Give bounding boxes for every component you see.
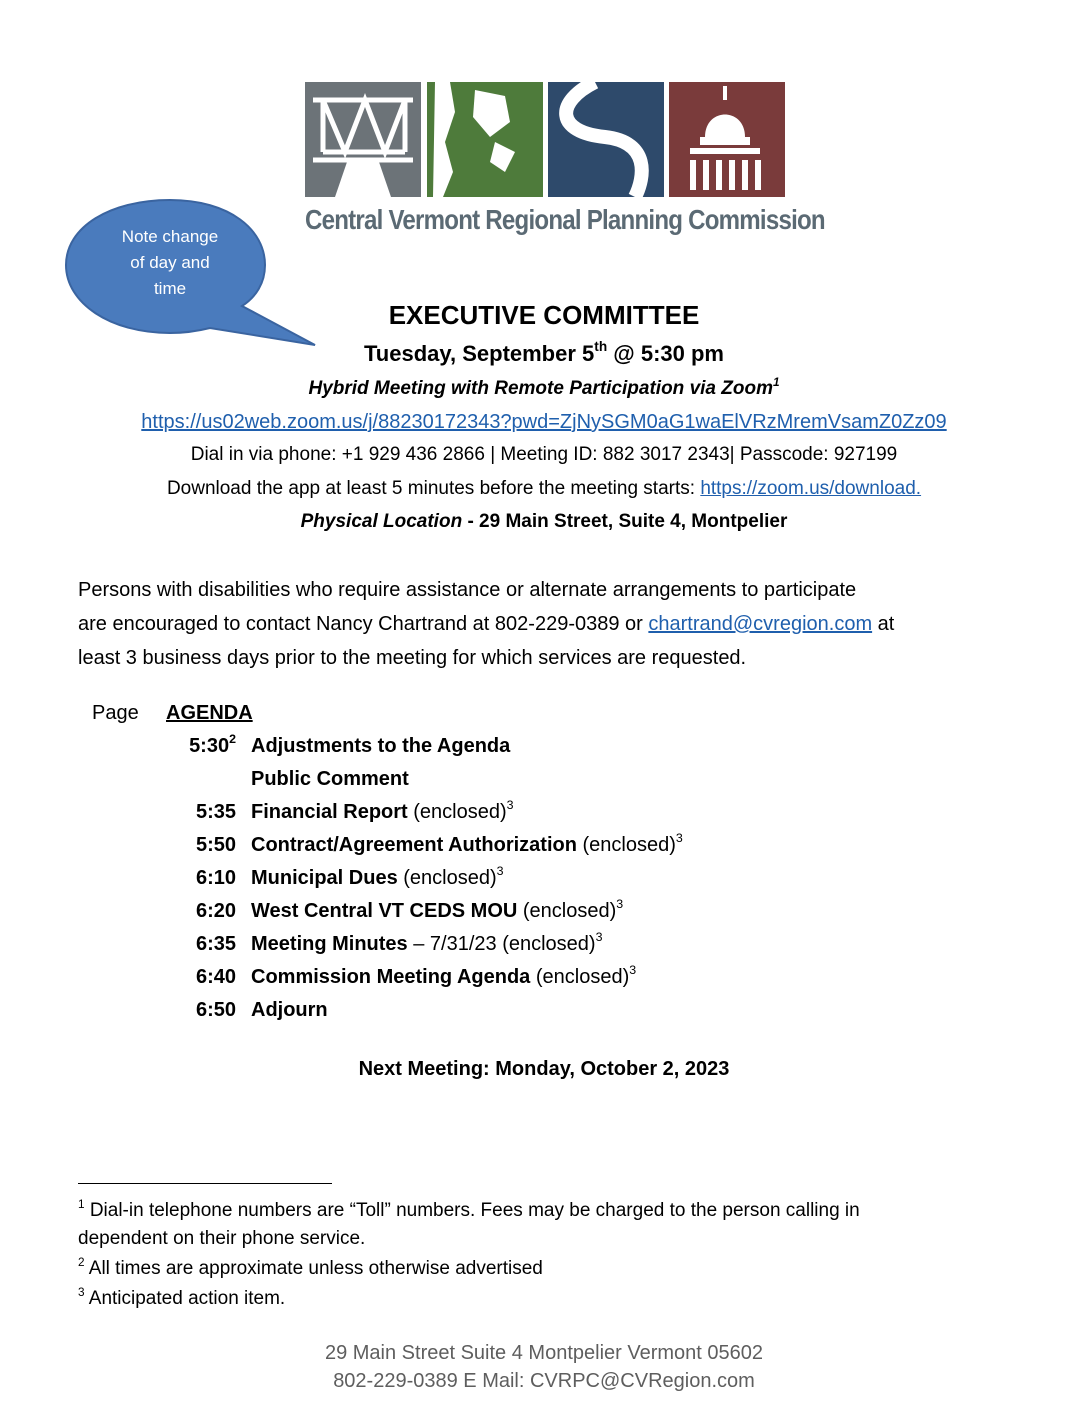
footnote-3: $^3$ Anticipated action item. [78,1285,286,1309]
agenda-item: Public Comment [251,768,409,790]
footnote-divider [78,1183,332,1184]
footnote-1: $^1$ Dial-in telephone numbers are “Toll” numbers. Fees may be charged to the person calling in dependent on their phone service. [78,1197,860,1249]
hybrid-note: Hybrid Meeting with Remote Participation via Zoom$^1$ [308,375,780,399]
agenda-time: $5:30^2$ [189,732,236,757]
notice-line: least 3 business days prior to the meeting for which services are requested. [78,647,747,669]
disability-notice [78,573,1028,675]
callout-line: of day and [130,253,210,272]
agenda-item: Contract/Agreement Authorization (enclosed)$^3$ [251,831,683,856]
meeting-date: Tuesday, September 5th @ 5:30 pm [364,339,724,366]
next-meeting: Next Meeting: Monday, October 2, 2023 [358,1058,730,1080]
footer-contact: 802-229-0389 E Mail: CVRPC@CVRegion.com [333,1370,755,1392]
agenda-time: 6:40 [195,966,236,988]
footnote-2: $^2$ All times are approximate unless otherwise advertised [78,1255,543,1279]
callout-line: time [153,279,187,298]
page-label: Page [92,702,139,724]
email-link[interactable]: chartrand@cvregion.com [648,613,873,635]
zoom-link[interactable]: https://us02web.zoom.us/j/88230172343?pwd=ZjNySGM0aG1waElVRzMremVsamZ0Zz09 [141,411,947,433]
download-link[interactable]: https://zoom.us/download. [700,478,922,499]
physical-location: Physical Location - 29 Main Street, Suite 4, Montpelier [300,511,788,532]
meeting-title: EXECUTIVE COMMITTEE [388,300,700,330]
agenda-item: Adjustments to the Agenda [251,735,511,757]
agenda-item: Adjourn [251,999,328,1021]
footer-address: 29 Main Street Suite 4 Montpelier Vermont 05602 [324,1342,764,1364]
callout-line: Note change [121,227,219,246]
agenda-item: Financial Report (enclosed)$^3$ [251,798,514,823]
agenda-item: Meeting Minutes – 7/31/23 (enclosed)$^3$ [251,930,603,955]
notice-line: Persons with disabilities who require assistance or alternate arrangements to participate [78,579,857,601]
agenda-time: 6:50 [195,999,236,1021]
agenda-time: 5:50 [195,834,236,856]
callout-text [90,224,250,302]
download-note: Download the app at least 5 minutes before the meeting starts: https://zoom.us/download. [166,478,922,499]
agenda-time: 6:20 [195,900,236,922]
dial-in-info: Dial in via phone: +1 929 436 2866 | Meeting ID: 882 3017 2343| Passcode: 927199 [190,444,898,465]
agenda-time: 6:10 [195,867,236,889]
notice-line: are encouraged to contact Nancy Chartrand at 802-229-0389 or chartrand@cvregion.com at [78,613,895,635]
agenda-time: 5:35 [195,801,236,823]
agenda-item: Municipal Dues (enclosed)$^3$ [251,864,504,889]
cvrpc-logo [305,82,785,197]
org-name: Central Vermont Regional Planning Commission [305,204,825,235]
agenda-time: 6:35 [195,933,236,955]
agenda-item: West Central VT CEDS MOU (enclosed)$^3$ [251,897,624,922]
agenda-item: Commission Meeting Agenda (enclosed)$^3$ [251,963,637,988]
agenda-heading: AGENDA [166,702,253,724]
